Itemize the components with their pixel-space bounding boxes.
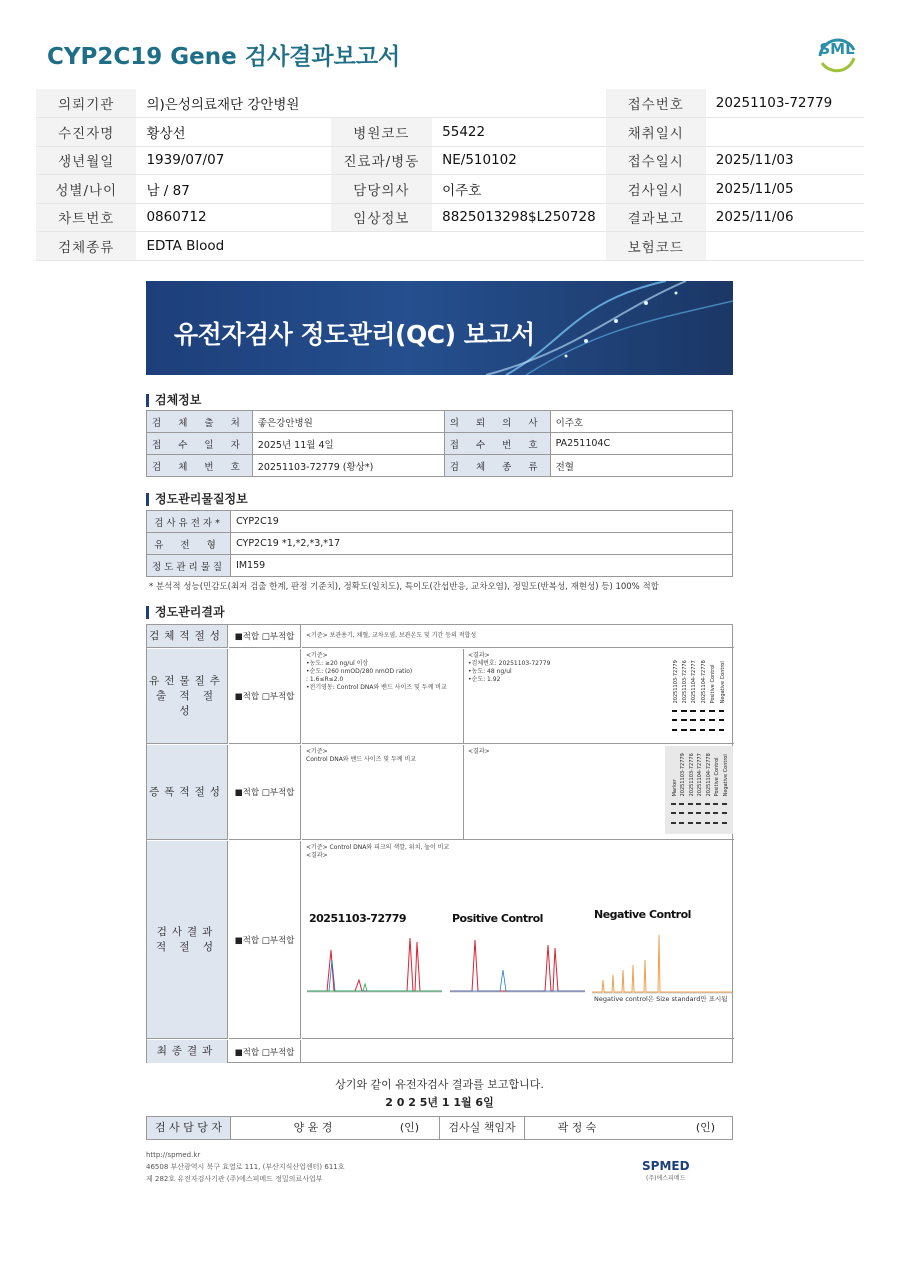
gel-band [688,822,693,824]
electropherogram-sample [307,930,442,995]
gel-lane-label: Positive Control [714,757,721,797]
sml-logo [812,28,862,78]
closing-date: 2 0 2 5년 1 1월 6일 [385,1096,494,1109]
hdr-row [36,118,864,147]
gel-band [709,729,715,731]
patient-info-table [36,89,864,261]
hdr-key: 의뢰기관 [36,89,136,118]
specimen-row [147,455,733,477]
criteria-text: <기준> Control DNA와 밴드 사이즈 및 두께 비교 [302,745,464,840]
footer-address: 46508 부산광역시 북구 효열로 111, (부산지식산업센터) 611호 [146,1163,345,1171]
criteria-text: <기준> •농도: ≥20 ng/ul 이상 •순도: (260 nmOD/280 nmOD ratio) : 1.6≤R≤2.0 •전기영동: Control DNA와 밴드 사이즈 및 두께 비교 [302,649,464,744]
gel-band [688,803,693,805]
hdr-row [36,232,864,261]
electropherogram-negative [592,925,732,995]
hdr-value: 55422 [432,118,606,147]
tech-name: 양 윤 경 [293,1121,333,1134]
gel-band [681,710,687,712]
hdr-value [706,232,864,261]
gel-band [696,812,701,814]
gel-lane-label: 20251104-72778 [705,753,712,797]
cell-key: 접 수 번 호 [444,433,550,455]
criteria-text: <기준> 보관용기, 채혈, 교차오염, 보관온도 및 기간 등의 적합성 [302,625,734,648]
hdr-key: 임상정보 [331,203,433,232]
hdr-key: 접수번호 [606,89,706,118]
gel-band [709,710,715,712]
hdr-value: 2025/11/05 [706,175,864,204]
gel-band [722,812,727,814]
hdr-value: 의)은성의료재단 강안병원 [136,89,605,118]
hdr-row [36,175,864,204]
cell-value: CYP2C19 *1,*2,*3,*17 [231,533,733,555]
hdr-value: 2025/11/03 [706,146,864,175]
material-table [146,510,733,577]
hdr-key: 진료과/병동 [331,146,433,175]
gel-image-amplification [665,746,733,834]
hdr-key: 검사일시 [606,175,706,204]
qc-banner [146,281,733,375]
electropherogram-positive [450,930,585,995]
gel-band [679,822,684,824]
pass-mark: ■적합 □부적합 [229,625,301,648]
gel-band [671,812,676,814]
hdr-value: 20251103-72779 [706,89,864,118]
gel-band [705,803,710,805]
gel-lane-label: 20251103-72779 [672,660,679,704]
hdr-value: 0860712 [136,203,330,232]
gel-band [713,822,718,824]
hdr-key: 담당의사 [331,175,433,204]
hdr-value: 이주호 [432,175,606,204]
gel-lane-label: Negative Control [722,754,729,797]
head-name: 곽 정 숙 [557,1121,597,1134]
criteria-text: <기준> Control DNA와 피크의 색깔, 위치, 높이 비교 <결과> [302,841,734,1039]
cell-key: 정도관리물질 [147,555,231,577]
hdr-value: 2025/11/06 [706,203,864,232]
gel-lane-label: 20251103-72779 [680,753,687,797]
gel-band [690,729,696,731]
row-label: 검사결과 적 절 성 [147,841,228,1039]
gel-lane-label: 20251103-72776 [681,660,688,704]
gel-lane-label: Positive Control [710,664,717,704]
row-label: 증폭적절성 [147,745,228,840]
gel-lane-label: 20251104-72778 [700,660,707,704]
gel-band [713,803,718,805]
spmed-logo-sub: (주)에스피메드 [646,1175,686,1182]
cell-key: 접 수 일 자 [147,433,253,455]
cell-value: IM159 [231,555,733,577]
section-specimen: 검체정보 [146,394,201,407]
footer-license: 제 282호 유전자검사기관 (주)에스피메드 정밀의료사업부 [146,1175,323,1183]
spmed-logo [642,1159,690,1182]
material-row [147,533,733,555]
cell-key: 검 체 번 호 [147,455,253,477]
gel-band [696,822,701,824]
specimen-row [147,433,733,455]
gel-lane-label: 20251104-72777 [697,753,704,797]
logo-text: SML [819,40,855,58]
hdr-key: 병원코드 [331,118,433,147]
gel-band [681,729,687,731]
hdr-key: 결과보고 [606,203,706,232]
specimen-table [146,410,733,477]
gel-band [709,719,715,721]
row-label: 검체적절성 [147,625,228,648]
hdr-row [36,89,864,118]
tech-seal: (인) [399,1121,420,1134]
cell-value: 좋은강안병원 [252,411,444,433]
cell-key: 검 체 출 처 [147,411,253,433]
cell-value: 20251103-72779 (황상*) [252,455,444,477]
gel-band [671,803,676,805]
hdr-row [36,146,864,175]
gel-lane-label: Marker [671,779,678,797]
tech-label: 검 사 담 당 자 [147,1117,231,1139]
chart-caption-sample: 20251103-72779 [309,912,407,925]
result-text: <결과> [464,745,734,840]
negative-control-note: Negative control은 Size standard만 표시됨 [594,995,728,1003]
gel-band [679,812,684,814]
gel-band [700,710,706,712]
gel-band [681,719,687,721]
head-label: 검사실 책임자 [439,1117,525,1139]
spmed-logo-text: SPMED [642,1159,690,1173]
gel-band [671,822,676,824]
gel-band [700,719,706,721]
gel-band [719,719,725,721]
cell-key: 검사유전자* [147,511,231,533]
cell-value: PA251104C [550,433,732,455]
pass-mark: ■적합 □부적합 [229,841,301,1039]
results-grid [146,624,733,1063]
row-label: 최종결과 [147,1040,228,1063]
gel-band [719,710,725,712]
cell-value: 이주호 [550,411,732,433]
section-material: 정도관리물질정보 [146,493,248,506]
footer [146,1149,345,1185]
signature-row [146,1116,733,1140]
hdr-key: 차트번호 [36,203,136,232]
hdr-value: NE/510102 [432,146,606,175]
gel-band [688,812,693,814]
cell-value: 전혈 [550,455,732,477]
qc-banner-title: 유전자검사 정도관리(QC) 보고서 [174,320,535,349]
head-seal: (인) [695,1121,716,1134]
gel-band [722,822,727,824]
hdr-value: EDTA Blood [136,232,605,261]
gel-lane-label: Negative Control [719,661,726,704]
result-text: <결과> •검체번호: 20251103-72779 •농도: 48 ng/ul •순도: 1.92 [464,649,734,744]
gel-band [690,719,696,721]
gel-lane-label: 20251103-72776 [688,753,695,797]
cell-key: 유 전 형 [147,533,231,555]
report-title: CYP2C19 Gene 검사결과보고서 [47,44,401,70]
hdr-key: 채취일시 [606,118,706,147]
material-row [147,555,733,577]
cell-value: CYP2C19 [231,511,733,533]
closing-text: 상기와 같이 유전자검사 결과를 보고합니다. [335,1078,544,1091]
chart-caption-positive: Positive Control [452,912,543,925]
gel-band [690,710,696,712]
hdr-key: 생년월일 [36,146,136,175]
hdr-value: 8825013298$L250728 [432,203,606,232]
gel-band [705,822,710,824]
hdr-value: 황상선 [136,118,330,147]
gel-band [672,729,678,731]
cell-key: 의 뢰 의 사 [444,411,550,433]
gel-band [672,710,678,712]
gel-band [672,719,678,721]
gel-band [722,803,727,805]
hdr-value: 남 / 87 [136,175,330,204]
footer-url: http://spmed.kr [146,1151,201,1159]
hdr-key: 수진자명 [36,118,136,147]
gel-band [705,812,710,814]
gel-band [679,803,684,805]
row-label: 유전물질추출 적 절 성 [147,649,228,744]
gel-band [713,812,718,814]
gel-lane-label: 20251104-72777 [691,660,698,704]
pass-mark: ■적합 □부적합 [229,649,301,744]
pass-mark: ■적합 □부적합 [229,1040,301,1063]
hdr-key: 접수일시 [606,146,706,175]
hdr-key: 성별/나이 [36,175,136,204]
chart-caption-negative: Negative Control [594,908,691,921]
cell-value: 2025년 11월 4일 [252,433,444,455]
hdr-key: 보험코드 [606,232,706,261]
gel-band [700,729,706,731]
hdr-row [36,203,864,232]
specimen-row [147,411,733,433]
gel-image-extraction [665,653,731,741]
gel-band [696,803,701,805]
pass-mark: ■적합 □부적합 [229,745,301,840]
cell-key: 검 체 종 류 [444,455,550,477]
hdr-value [706,118,864,147]
material-row [147,511,733,533]
section-results: 정도관리결과 [146,606,225,619]
hdr-key: 검체종류 [36,232,136,261]
gel-band [719,729,725,731]
qc-report [146,281,734,1181]
hdr-value: 1939/07/07 [136,146,330,175]
performance-note: * 분석적 성능(민감도(최저 검출 한계, 판정 기준치), 정확도(일치도), 특이도(간섭반응, 교차오염), 정밀도(반복성, 재현성) 등) 100% 적합 [149,582,659,592]
